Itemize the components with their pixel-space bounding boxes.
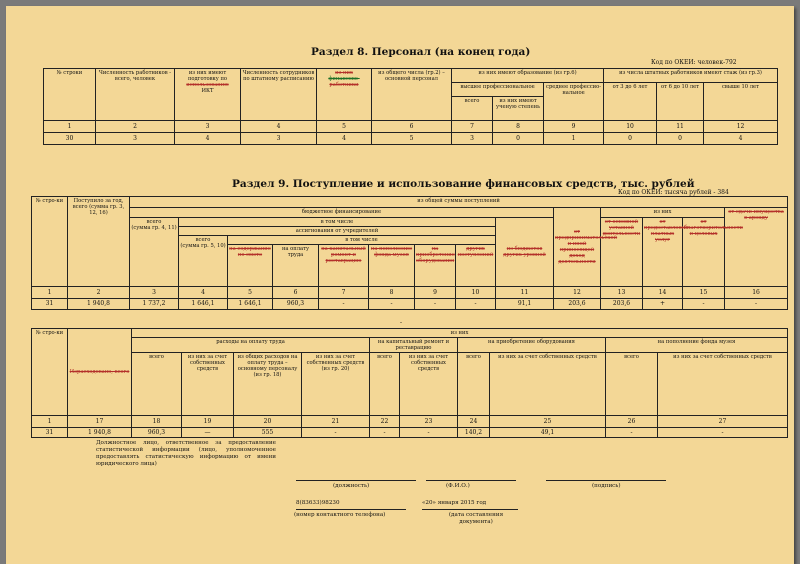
s8-h-fin-b: финансово- [328,76,360,82]
s8-h-ikt [175,69,241,121]
section8-okei: Код по ОКЕИ: человек-792 [651,59,737,66]
s8-cell: 30 [44,133,96,145]
section9b-table [31,328,788,438]
s8-h-stage: из числа штатных работников имеют стаж (из гр.3) [604,69,778,83]
s9-h-museum [369,245,415,287]
s9-cell: 1 646,1 [228,299,273,310]
s9-h-rent [725,208,788,287]
s9-h-paid [643,218,689,287]
s8-col-num: 5 [317,121,372,133]
s9-h-received: Поступило за год, всего (сумма гр. 3, 12, 16) [68,197,130,287]
s9-h-business [554,208,618,287]
s9b-h-eq-total: всего [458,353,490,416]
s9b-col-num: 27 [658,416,788,428]
s9b-col-num: 25 [490,416,606,428]
s8-cell: 1 [544,133,604,145]
s9-h-other-budget [496,218,554,287]
s9-cell: 1 737,2 [130,299,179,310]
s8-cell: 0 [604,133,657,145]
s8-h-s3: свыше 10 лет [704,83,778,121]
s9b-cell: - [400,428,458,438]
s9b-col-num: 22 [370,416,400,428]
s8-cell: 0 [657,133,704,145]
s9b-h-own-20: из них за счет собственных средств (из гр. 20) [302,353,370,416]
s9-col-num: 9 [415,287,456,299]
fio-label: (Ф.И.О.) [446,483,470,489]
s9-h-total-b: (сумма гр. 4, 11) [131,225,177,231]
s8-cell: 3 [241,133,317,145]
s9-cell: - [456,299,496,310]
s9-cell: - [683,299,725,310]
s9-h-bymap-text: на содержание по смете [229,246,271,258]
s9-h-wage: на оплату труда [273,245,319,287]
s9-cell: 203,6 [601,299,643,310]
s9b-cell: 49,1 [490,428,606,438]
s9b-cell: 31 [32,428,68,438]
s8-cell: 3 [452,133,493,145]
s9-h-of-them2: из них [601,208,725,218]
s9-h-incl: в том числе [179,218,496,227]
s9b-col-num: 24 [458,416,490,428]
s8-h-ikt-c: ИКТ [201,88,214,94]
s9b-h-spent-text: Израсходовано, всего [69,369,130,375]
s9b-col-num: 17 [68,416,132,428]
position-label: (должность) [333,483,370,489]
s9-h-founder: ассигнования от учредителей [179,227,496,236]
s9b-h-mu-own: из них за счет собственных средств [658,353,788,416]
s9-cell: 91,1 [496,299,554,310]
s8-col-num: 3 [175,121,241,133]
s9-h-other-budget-text: из бюджетов других уровней [503,246,546,258]
s9b-cell: — [182,428,234,438]
s9-h-bymap [228,245,273,287]
s9-h-capital [319,245,369,287]
s9b-col-num: 21 [302,416,370,428]
s9-h-incl2: в том числе [228,236,496,245]
s8-col-num: 9 [544,121,604,133]
s9-h-commercial-text: от благотворительности и целевых [684,219,743,237]
s8-cell: 3 [96,133,175,145]
s9-cell: 31 [32,299,68,310]
s8-cell: 0 [493,133,544,145]
s9b-col-num: 19 [182,416,234,428]
s8-col-num: 10 [604,121,657,133]
s8-col-num: 12 [704,121,778,133]
s9-h-equip [415,245,456,287]
s9-h-business-text: от предпринимательской и иной приносящей доход деятельности [555,229,618,265]
s9b-h-equip: на приобретение оборудования [458,338,606,353]
s9-cell: 1 940,8 [68,299,130,310]
s8-h-ikt-a: из них имеют подготовку по [187,70,228,82]
s9b-h-mu-total: всего [606,353,658,416]
phone-label: (номер контактного телефона) [294,512,386,518]
s9-h-commercial [683,218,743,287]
s9-col-num: 8 [369,287,415,299]
position-line [296,480,416,481]
s9-col-num: 4 [179,287,228,299]
s8-col-num: 4 [241,121,317,133]
s9b-h-cap-total: всего [370,353,400,416]
s8-h-rowno: № строки [44,69,96,121]
s9b-h-rowno: № стро-ки [32,329,68,416]
signature-official-text: Должностное лицо, ответственное за предоставление статистической информации (лицо, уполномоченное предоставлять статистическую информацию от имени юридического лица) [96,440,276,467]
s9-col-num: 7 [319,287,369,299]
s9-cell: 960,3 [273,299,319,310]
date-label: (дата составления документа) [448,512,504,525]
s9-cell: 203,6 [554,299,601,310]
s9b-cell: 555 [234,428,302,438]
s8-h-ikt-b: использованию [186,82,229,88]
s9b-col-num: 18 [132,416,182,428]
sign-label: (подпись) [592,483,621,489]
signature-line [546,480,666,481]
s9-h-other-text: других поступлений [457,246,494,258]
s9b-col-num: 20 [234,416,302,428]
s9-h-rent-text: от сдачи имущества в аренду [728,209,784,221]
s9-h-sum-a: всего [195,237,211,243]
s8-h-fin-a: из них [335,70,353,76]
s9-h-main-act-text: от основной уставной деятельности [602,219,641,237]
s9-cell: - [319,299,369,310]
section9-title: Раздел 9. Поступление и использование финансовых средств, тыс. рублей [232,178,695,190]
s8-h-main: из общего числа (гр.2) – основной персонал [372,69,452,121]
s9-cell: + [643,299,683,310]
s9-h-paid-text: от предоставления платных услуг [644,219,689,243]
s9-h-from-total: из общей суммы поступлений [130,197,788,208]
s9-h-capital-text: на капитальный ремонт и реставрацию [321,246,366,264]
s9-col-num: 5 [228,287,273,299]
s8-h-fin [317,69,372,121]
s9-h-sum-b: (сумма гр. 5, 10) [180,243,226,249]
s8-h-s1: от 3 до 6 лет [604,83,657,121]
s8-h-higher: высшее профессиональное [452,83,544,97]
s9-h-sum [179,236,228,287]
s8-cell: 4 [317,133,372,145]
s9-col-num: 3 [130,287,179,299]
section8-table [43,68,778,145]
s9b-h-total: всего [132,353,182,416]
s9-col-num: 12 [554,287,601,299]
s8-col-num: 6 [372,121,452,133]
s8-col-num: 8 [493,121,544,133]
s9b-h-spent [68,329,132,416]
s9b-h-museum: на пополнение фонда музея [606,338,788,353]
s9-col-num: 16 [725,287,788,299]
s8-col-num: 2 [96,121,175,133]
s9-col-num: 2 [68,287,130,299]
s9-h-total-a: всего [146,219,162,225]
s8-h-edu: из них имеют образование (из гр.6) [452,69,604,83]
s9-h-main-act [601,218,643,287]
s9b-h-eq-own: из них за счет собственных средств [490,353,606,416]
s9b-cell: 1 940,8 [68,428,132,438]
s9b-h-of-them: из них [132,329,788,338]
phone-value: 8(83633)98230 [296,500,340,506]
s9b-cell: 960,3 [132,428,182,438]
s9b-cell: - [302,428,370,438]
s9-col-num: 15 [683,287,725,299]
section9-okei: Код по ОКЕИ: тысяча рублей - 384 [618,189,729,196]
s9b-h-own: из них за счет собственных средств [182,353,234,416]
fio-line [426,480,516,481]
s9-cell: - [369,299,415,310]
s9b-cell: 140,2 [458,428,490,438]
s8-h-total: всего [452,97,493,121]
s9-h-budget: бюджетное финансирование [130,208,554,218]
document-page [6,6,794,564]
s8-col-num: 11 [657,121,704,133]
s8-cell: 4 [704,133,778,145]
s9b-cell: - [370,428,400,438]
s8-h-degree: из них имеют ученую степень [493,97,544,121]
s9-col-num: 1 [32,287,68,299]
phone-line [296,509,406,510]
s8-cell: 4 [175,133,241,145]
s9-col-num: 14 [643,287,683,299]
s8-h-s2: от 6 до 10 лет [657,83,704,121]
s8-h-staff: Численность работников - всего, человек [96,69,175,121]
s9b-h-cap-own: из них за счет собственных средств [400,353,458,416]
date-line [422,509,518,510]
s9-col-num: 6 [273,287,319,299]
s9b-col-num: 26 [606,416,658,428]
s9-h-museum-text: на пополнение фонда музея [370,246,413,258]
s9-col-num: 11 [496,287,554,299]
s8-col-num: 1 [44,121,96,133]
s8-h-staffing: Численность сотрудников по штатному расписанию [241,69,317,121]
s9b-dash: - [400,319,403,326]
s9-h-total [130,218,179,287]
section8-title: Раздел 8. Персонал (на конец года) [311,46,531,58]
s8-h-fin-c: работники [329,82,359,88]
s8-col-num: 7 [452,121,493,133]
s9-h-other [456,245,496,287]
s9b-col-num: 1 [32,416,68,428]
s9-cell: - [415,299,456,310]
s9-h-equip-text: на приобретение оборудования [416,246,455,264]
s9b-col-num: 23 [400,416,458,428]
s9-col-num: 13 [601,287,643,299]
s9b-h-wage: расходы на оплату труда [132,338,370,353]
s8-cell: 5 [372,133,452,145]
s9b-h-capital: на капитальный ремонт и реставрацию [370,338,458,353]
s9b-cell: - [606,428,658,438]
date-value: «20» января 2015 год [422,500,487,506]
s9b-cell: - [658,428,788,438]
s9-h-rowno: № стро-ки [32,197,68,287]
s9-cell: 1 646,1 [179,299,228,310]
section9-table [31,196,788,310]
s9-col-num: 10 [456,287,496,299]
s9-cell: - [725,299,788,310]
s8-h-secondary: среднее профессио-нальное [544,83,604,121]
s9b-h-from-total-wage: из общих расходов на оплату труда – основному персоналу (из гр. 18) [234,353,302,416]
